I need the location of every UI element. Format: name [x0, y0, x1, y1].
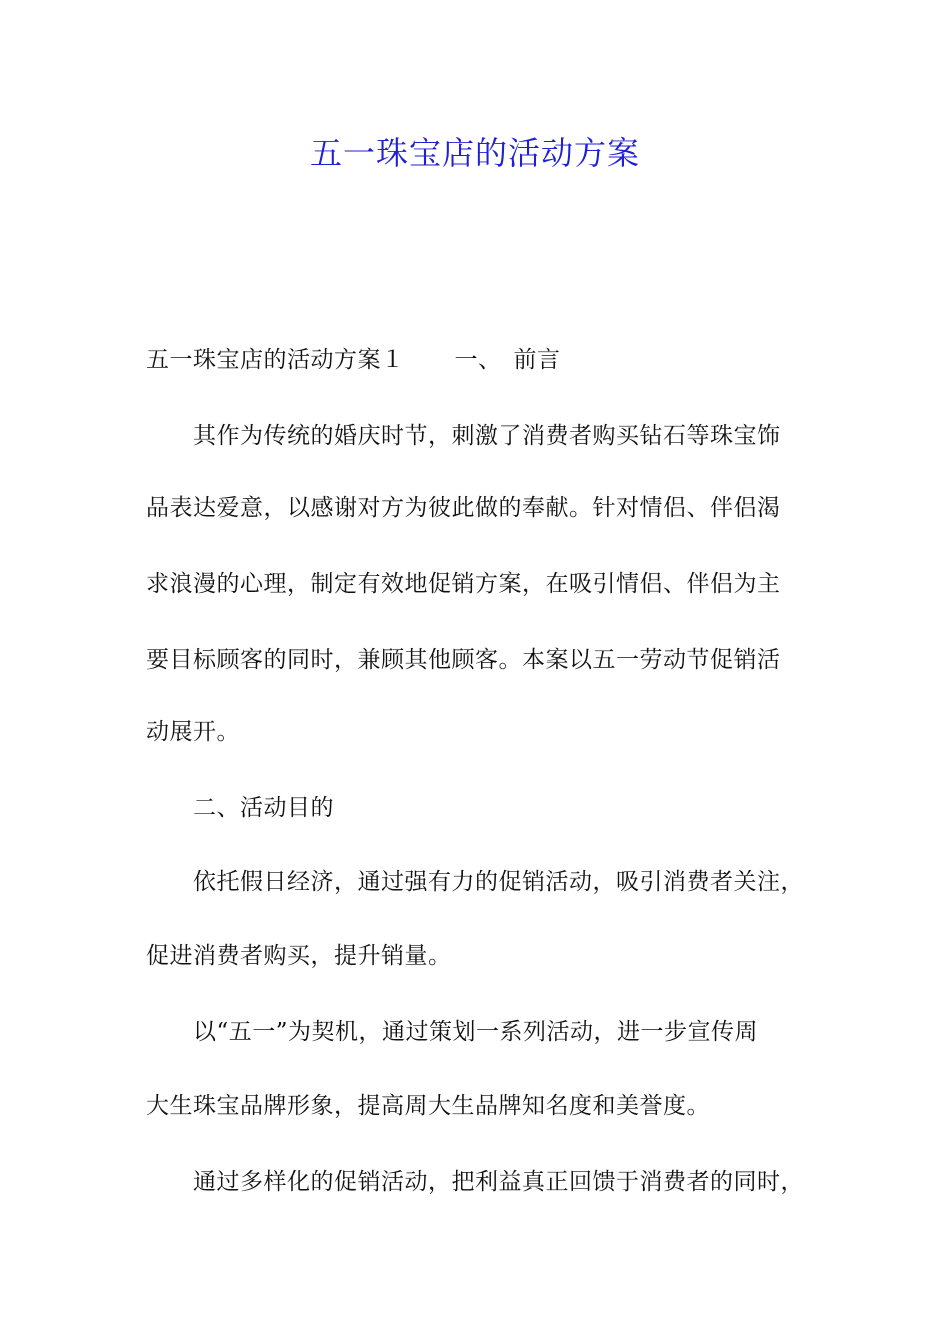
paragraph-line: 大生珠宝品牌形象，提高周大生品牌知名度和美誉度。	[146, 1093, 710, 1119]
paragraph-line: 依托假日经济，通过强有力的促销活动，吸引消费者关注，	[193, 869, 804, 895]
document-title: 五一珠宝店的活动方案	[309, 134, 640, 172]
paragraph-line: 以“五一”为契机，通过策划一系列活动，进一步宣传周	[193, 1019, 759, 1045]
paragraph-line: 要目标顾客的同时，兼顾其他顾客。本案以五一劳动节促销活	[146, 647, 781, 673]
document-subtitle: 五一珠宝店的活动方案１	[146, 347, 405, 373]
paragraph-line: 其作为传统的婚庆时节，刺激了消费者购买钻石等珠宝饰	[193, 423, 781, 449]
section-heading-purpose: 二、活动目的	[193, 795, 334, 821]
section-heading-preface: 一、 前言	[454, 347, 561, 373]
paragraph-line: 品表达爱意，以感谢对方为彼此做的奉献。针对情侣、伴侣渴	[146, 495, 781, 521]
paragraph-line: 通过多样化的促销活动，把利益真正回馈于消费者的同时，	[193, 1169, 804, 1195]
paragraph-line: 求浪漫的心理，制定有效地促销方案，在吸引情侣、伴侣为主	[146, 571, 781, 597]
heading-line	[146, 340, 826, 380]
paragraph-line: 动展开。	[146, 719, 240, 745]
paragraph-line: 促进消费者购买，提升销量。	[146, 943, 452, 969]
